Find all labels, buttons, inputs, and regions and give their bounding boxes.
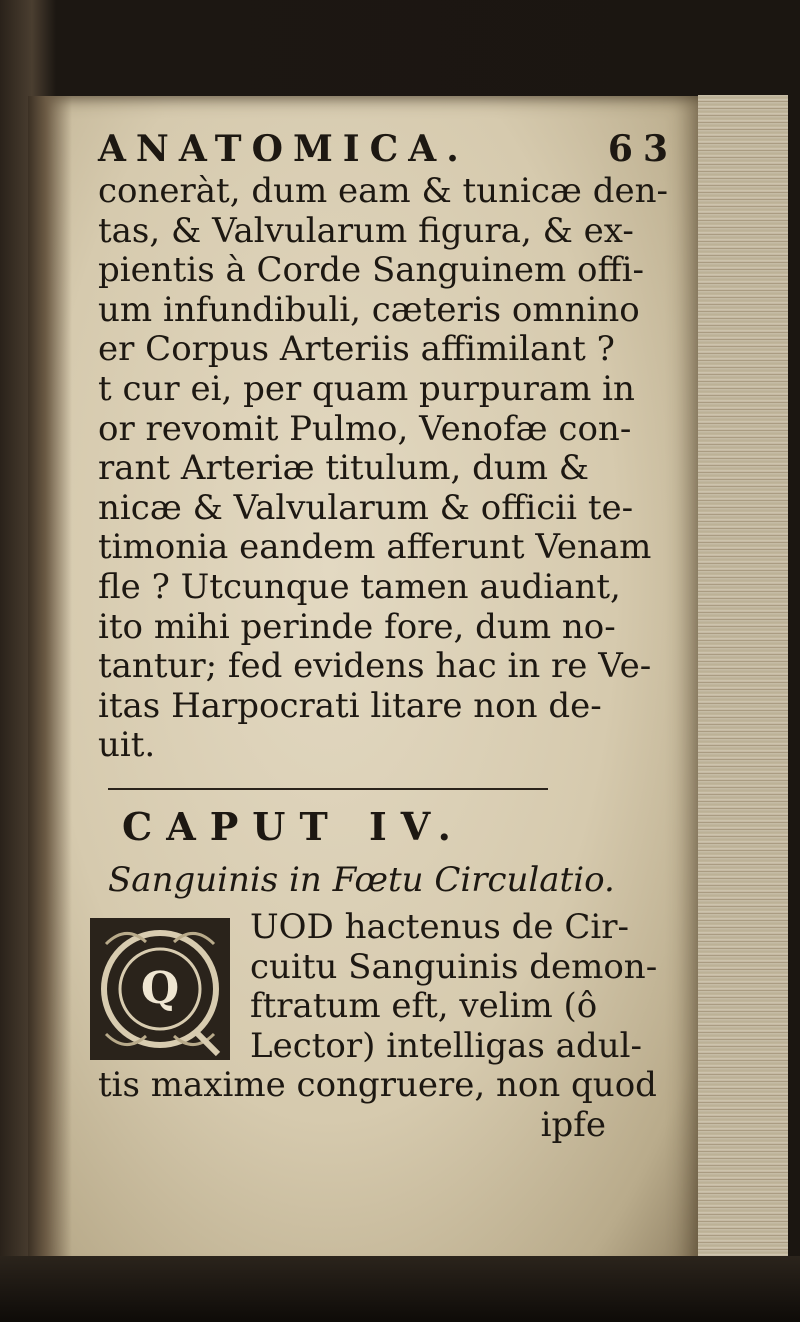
text-line: or revomit Pulmo, Venofæ con- xyxy=(98,408,632,449)
body-paragraph xyxy=(98,172,698,766)
decorated-initial xyxy=(86,914,234,1064)
section-rule xyxy=(108,788,548,790)
text-line: Lector) intelligas adul- xyxy=(250,1025,642,1066)
text-line: tis maxime congruere, non quod xyxy=(98,1065,657,1106)
text-line: UOD hactenus de Cir- xyxy=(250,906,629,947)
page-text xyxy=(98,128,698,1145)
text-line: um infundibuli, cæteris omnino xyxy=(98,289,640,330)
text-line: cuitu Sanguinis demon- xyxy=(250,946,658,987)
text-line: tantur; fed evidens hac in re Ve- xyxy=(98,646,652,687)
chapter-title: Sanguinis in Fœtu Circulatio. xyxy=(108,859,615,900)
catchword: ipfe xyxy=(540,1104,606,1145)
gutter-shadow xyxy=(28,96,72,1276)
text-line: uit. xyxy=(98,725,156,766)
chapter-heading: CAPUT IV. xyxy=(122,803,465,849)
text-line: timonia eandem afferunt Venam xyxy=(98,527,652,568)
text-line: ftratum eft, velim (ô xyxy=(250,986,598,1027)
running-head: ANATOMICA. xyxy=(98,128,469,170)
text-line: nicæ & Valvularum & officii te- xyxy=(98,487,634,528)
running-header xyxy=(98,128,678,170)
text-line: rant Arteriæ titulum, dum & xyxy=(98,448,590,489)
chapter-paragraph xyxy=(98,908,698,1146)
text-line: itas Harpocrati litare non de- xyxy=(98,685,602,726)
page-edges xyxy=(698,95,788,1275)
text-line: er Corpus Arteriis affimilant ? xyxy=(98,329,615,370)
text-line: coneràt, dum eam & tunicæ den- xyxy=(98,171,668,211)
initial-letter: Q xyxy=(140,963,180,1015)
text-line: pientis à Corde Sanguinem offi- xyxy=(98,250,645,291)
text-line: t cur ei, per quam purpuram in xyxy=(98,368,635,409)
bottom-shadow xyxy=(0,1256,800,1322)
text-line: tas, & Valvularum figura, & ex- xyxy=(98,210,634,251)
page-number: 63 xyxy=(607,128,678,170)
text-line: fle ? Utcunque tamen audiant, xyxy=(98,566,621,607)
text-line: ito mihi perinde fore, dum no- xyxy=(98,606,616,647)
